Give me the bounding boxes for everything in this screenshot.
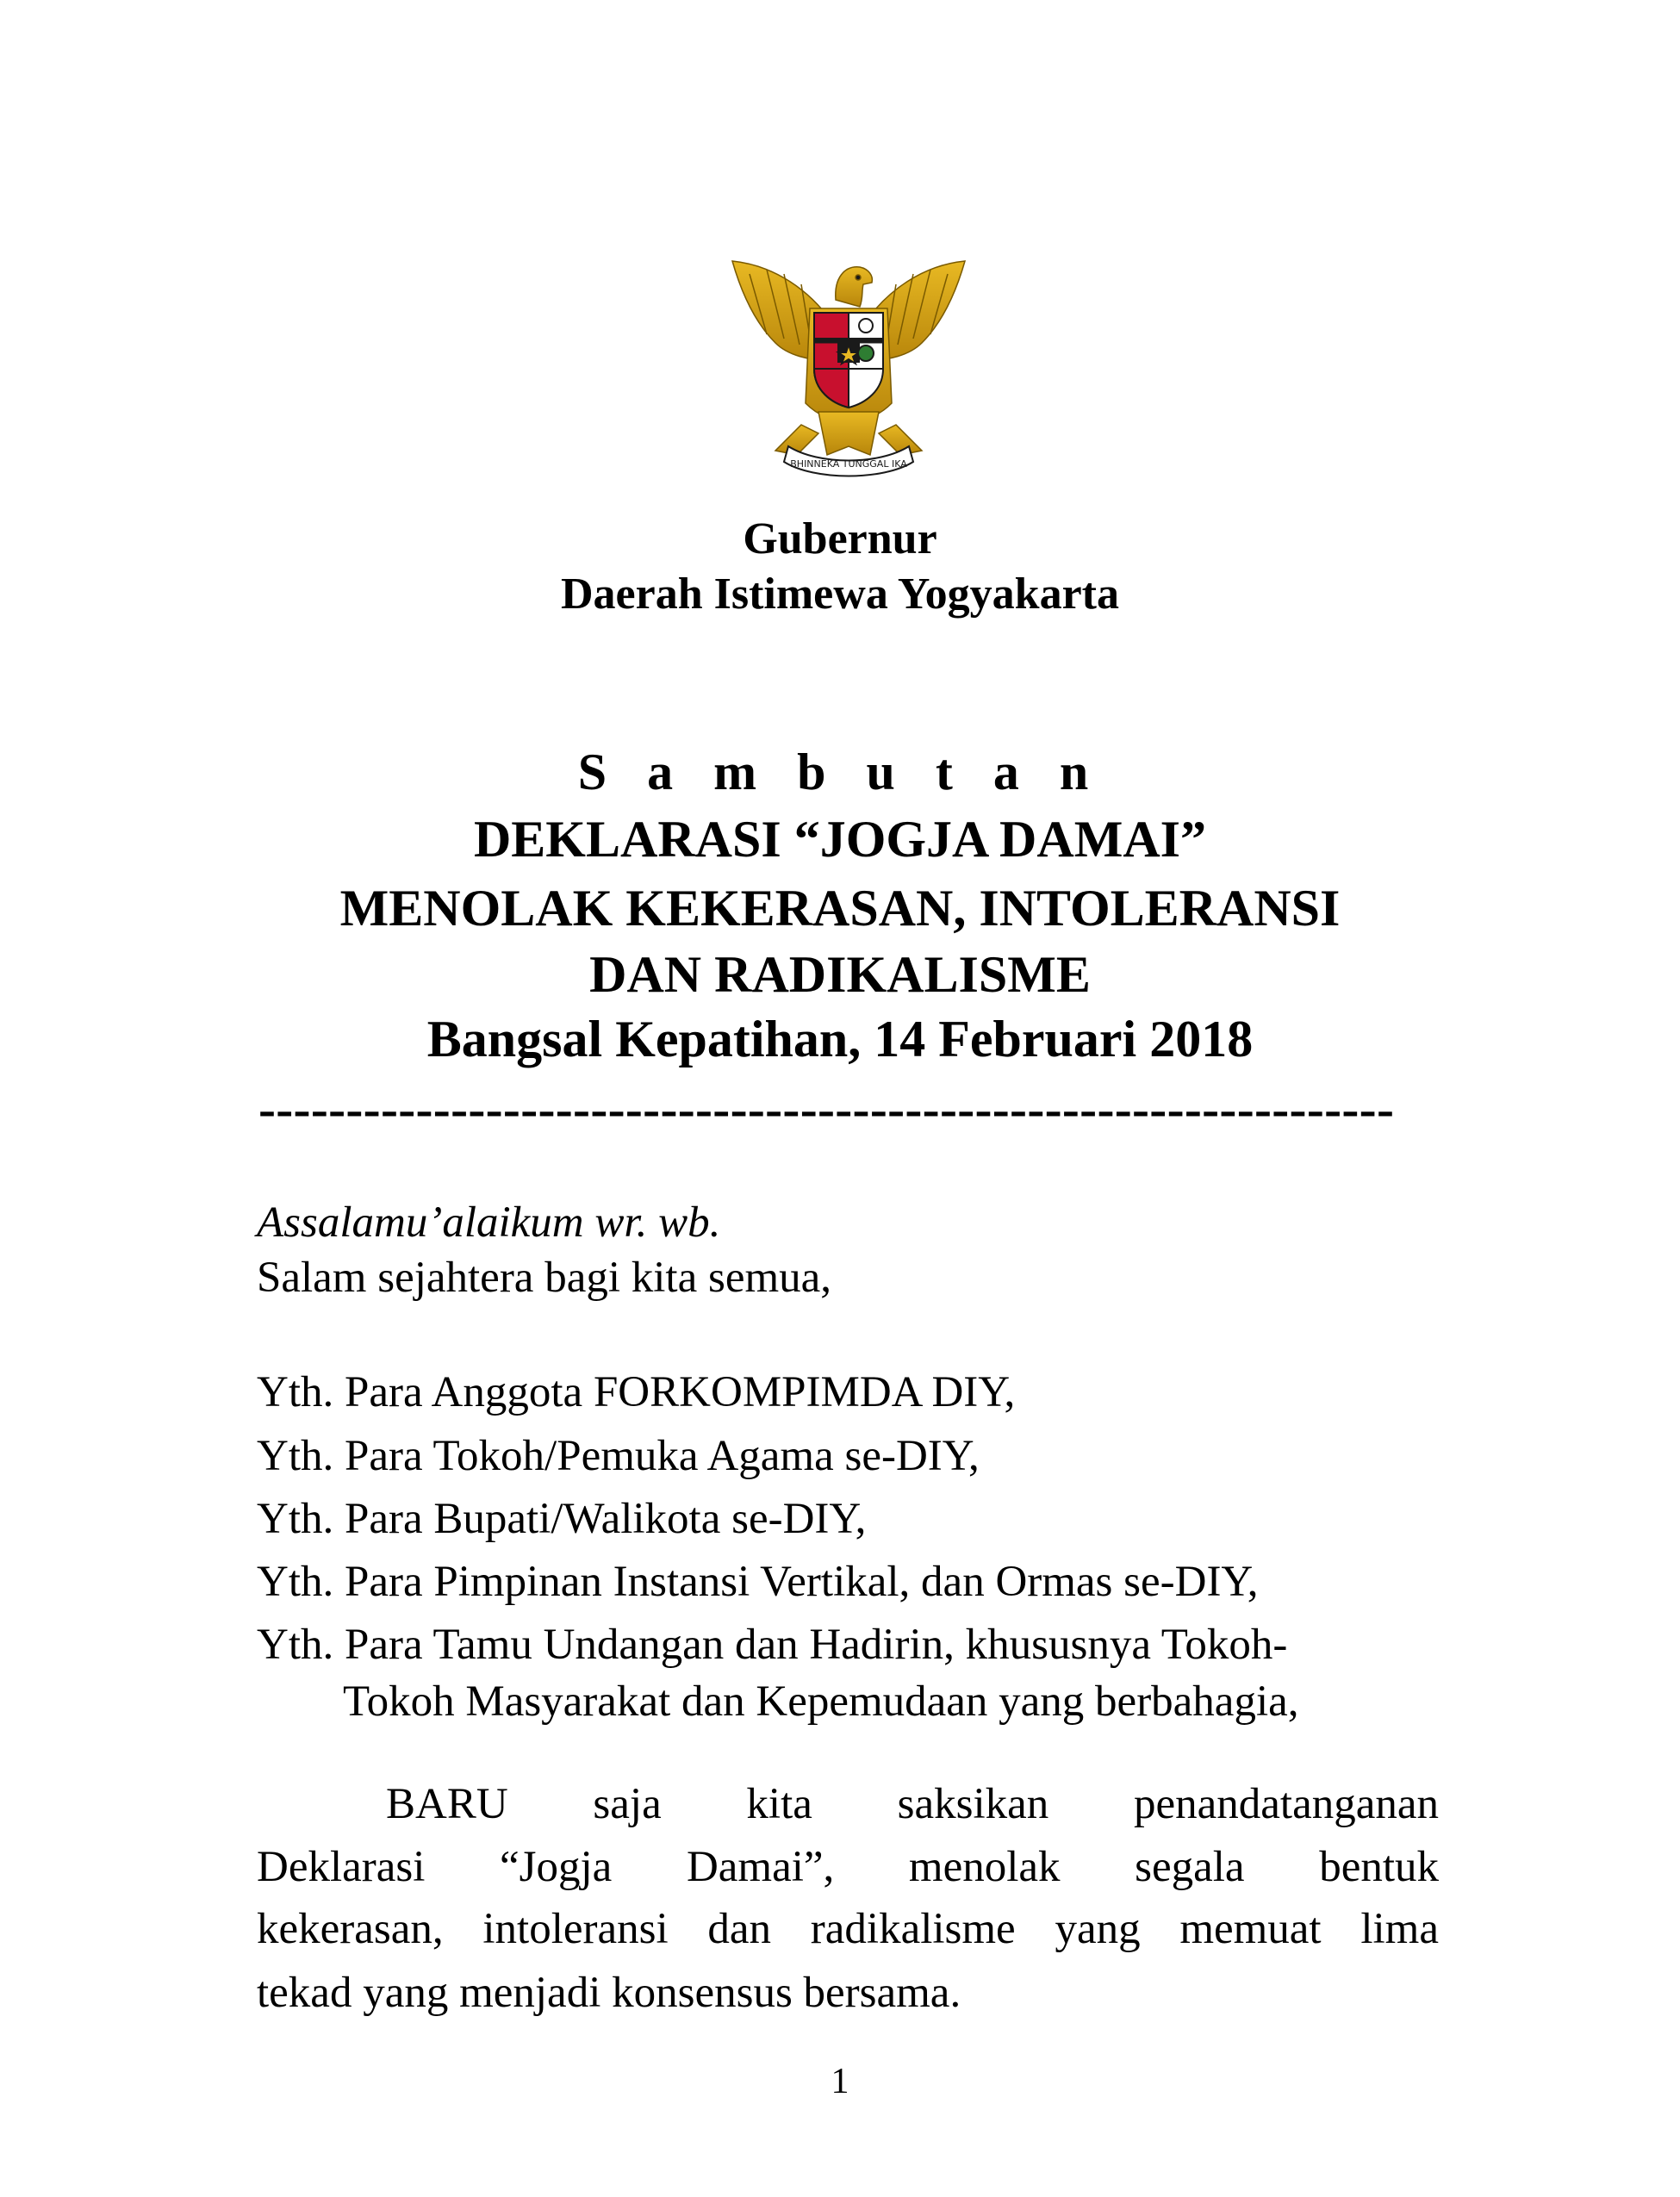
motto-ribbon xyxy=(784,446,913,476)
paragraph-line1: BARU saja kita saksikan penandatanganan xyxy=(386,1780,1439,1828)
page-number: 1 xyxy=(831,2062,849,2101)
paragraph-line2: Deklarasi “Jogja Damai”, menolak segala bentuk xyxy=(257,1843,1439,1891)
shield xyxy=(814,313,883,408)
garuda-emblem xyxy=(715,240,982,489)
greeting-line2: Salam sejahtera bagi kita semua, xyxy=(257,1254,832,1302)
title-line3: MENOLAK KEKERASAN, INTOLERANSI xyxy=(339,880,1341,937)
paragraph-line4: tekad yang menjadi konsensus bersama. xyxy=(257,1969,961,2017)
separator-rule: ----------------------------------------------------------------- xyxy=(258,1080,1395,1137)
greeting-line1: Assalamu’alaikum wr. wb. xyxy=(257,1198,721,1247)
title-line1: S a m b u t a n xyxy=(577,744,1103,800)
motto-text: BHINNEKA TUNGGAL IKA xyxy=(790,458,907,470)
paragraph-line3: kekerasan, intoleransi dan radikalisme yang memuat lima xyxy=(257,1905,1439,1953)
header-line2: Daerah Istimewa Yogyakarta xyxy=(561,569,1119,619)
header-line1: Gubernur xyxy=(743,514,937,563)
addressee-5-cont: Tokoh Masyarakat dan Kepemudaan yang berbahagia, xyxy=(343,1677,1299,1726)
addressee-2: Yth. Para Tokoh/Pemuka Agama se-DIY, xyxy=(257,1432,980,1480)
title-line4: DAN RADIKALISME xyxy=(589,946,1091,1003)
addressee-3: Yth. Para Bupati/Walikota se-DIY, xyxy=(257,1495,867,1543)
addressee-1: Yth. Para Anggota FORKOMPIMDA DIY, xyxy=(257,1368,1016,1416)
title-line2: DEKLARASI “JOGJA DAMAI” xyxy=(473,811,1207,868)
title-line5: Bangsal Kepatihan, 14 Februari 2018 xyxy=(426,1011,1254,1067)
garuda-head xyxy=(836,267,873,307)
addressee-4: Yth. Para Pimpinan Instansi Vertikal, dan Ormas se-DIY, xyxy=(257,1558,1259,1606)
addressee-5: Yth. Para Tamu Undangan dan Hadirin, khususnya Tokoh- xyxy=(257,1621,1288,1669)
